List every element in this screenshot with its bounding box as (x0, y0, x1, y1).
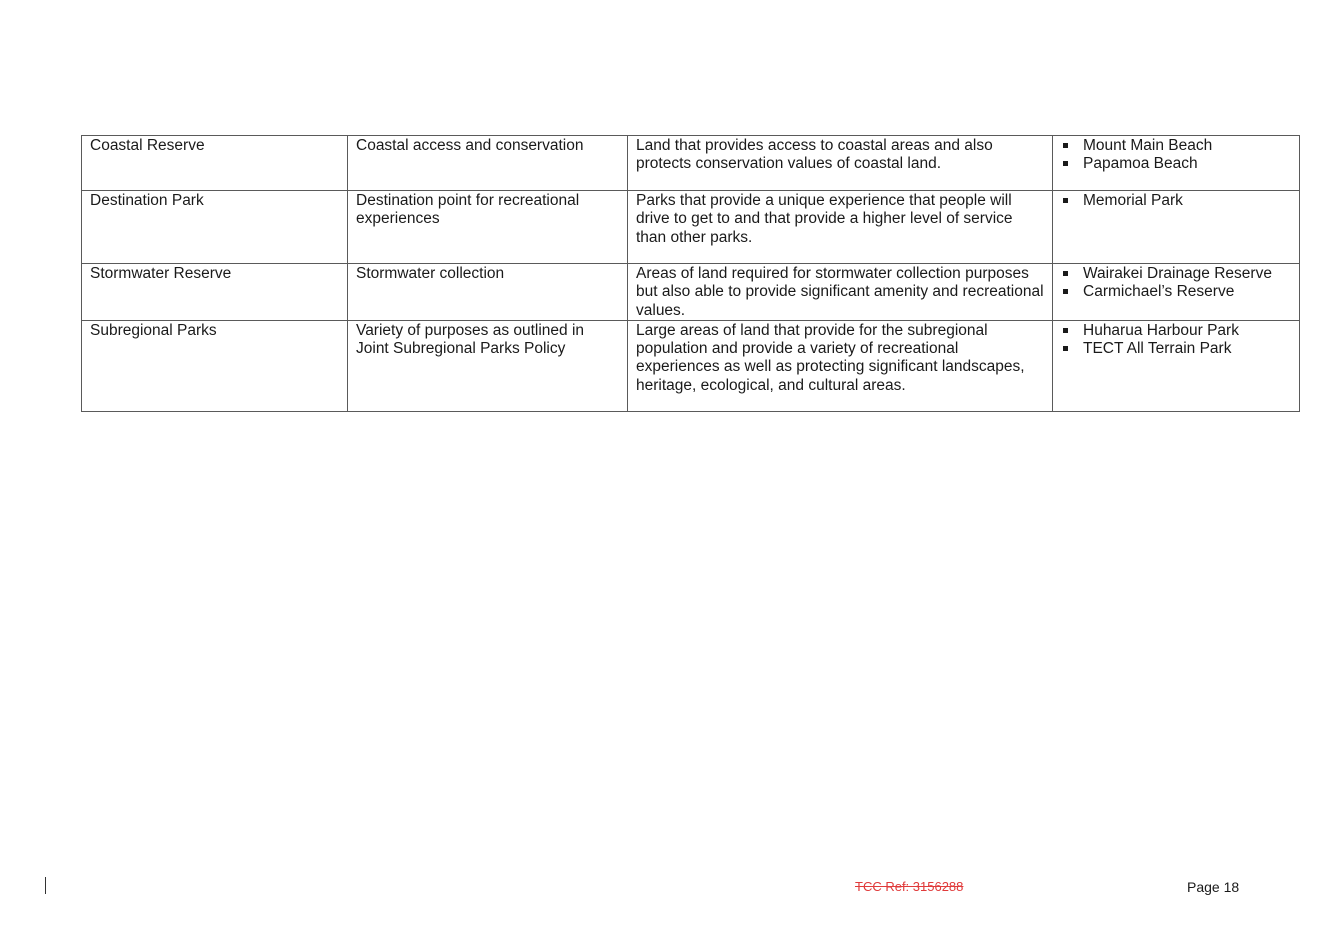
park-examples-cell (1053, 264, 1300, 321)
square-bullet-icon (1063, 289, 1068, 294)
park-type-cell: Destination Park (82, 191, 348, 264)
page-number: Page 18 (1187, 879, 1240, 895)
square-bullet-icon (1063, 161, 1068, 166)
square-bullet-icon (1063, 328, 1068, 333)
list-item: Papamoa Beach (1061, 155, 1291, 173)
square-bullet-icon (1063, 198, 1068, 203)
square-bullet-icon (1063, 346, 1068, 351)
examples-list (1061, 137, 1291, 174)
change-bar-marker (45, 877, 46, 894)
tcc-reference: TCC Ref: 3156288 (855, 879, 964, 894)
park-purpose-cell: Variety of purposes as outlined in Joint Subregional Parks Policy (348, 320, 628, 411)
examples-list (1061, 322, 1291, 359)
list-item: Huharua Harbour Park (1061, 322, 1291, 340)
park-description-cell: Areas of land required for stormwater collection purposes but also able to provide significant amenity and recreational values. (628, 264, 1053, 321)
table-row (82, 264, 1300, 321)
table-row (82, 191, 1300, 264)
park-purpose-cell: Coastal access and conservation (348, 136, 628, 191)
square-bullet-icon (1063, 271, 1068, 276)
square-bullet-icon (1063, 143, 1068, 148)
list-item: Wairakei Drainage Reserve (1061, 265, 1291, 283)
park-description-cell: Land that provides access to coastal areas and also protects conservation values of coastal land. (628, 136, 1053, 191)
park-type-cell: Subregional Parks (82, 320, 348, 411)
list-item: Mount Main Beach (1061, 137, 1291, 155)
park-examples-cell (1053, 136, 1300, 191)
table-row (82, 320, 1300, 411)
examples-list (1061, 192, 1291, 210)
table-row (82, 136, 1300, 191)
park-type-cell: Coastal Reserve (82, 136, 348, 191)
list-item: Carmichael’s Reserve (1061, 283, 1291, 301)
park-examples-cell (1053, 320, 1300, 411)
examples-list (1061, 265, 1291, 302)
park-examples-cell (1053, 191, 1300, 264)
park-purpose-cell: Destination point for recreational experiences (348, 191, 628, 264)
park-description-cell: Parks that provide a unique experience that people will drive to get to and that provide a higher level of service than other parks. (628, 191, 1053, 264)
park-description-cell: Large areas of land that provide for the subregional population and provide a variety of recreational experiences as well as protecting significant landscapes, heritage, ecological, and cultural areas. (628, 320, 1053, 411)
list-item: Memorial Park (1061, 192, 1291, 210)
park-categories-table (81, 135, 1300, 412)
park-purpose-cell: Stormwater collection (348, 264, 628, 321)
list-item: TECT All Terrain Park (1061, 340, 1291, 358)
park-type-cell: Stormwater Reserve (82, 264, 348, 321)
